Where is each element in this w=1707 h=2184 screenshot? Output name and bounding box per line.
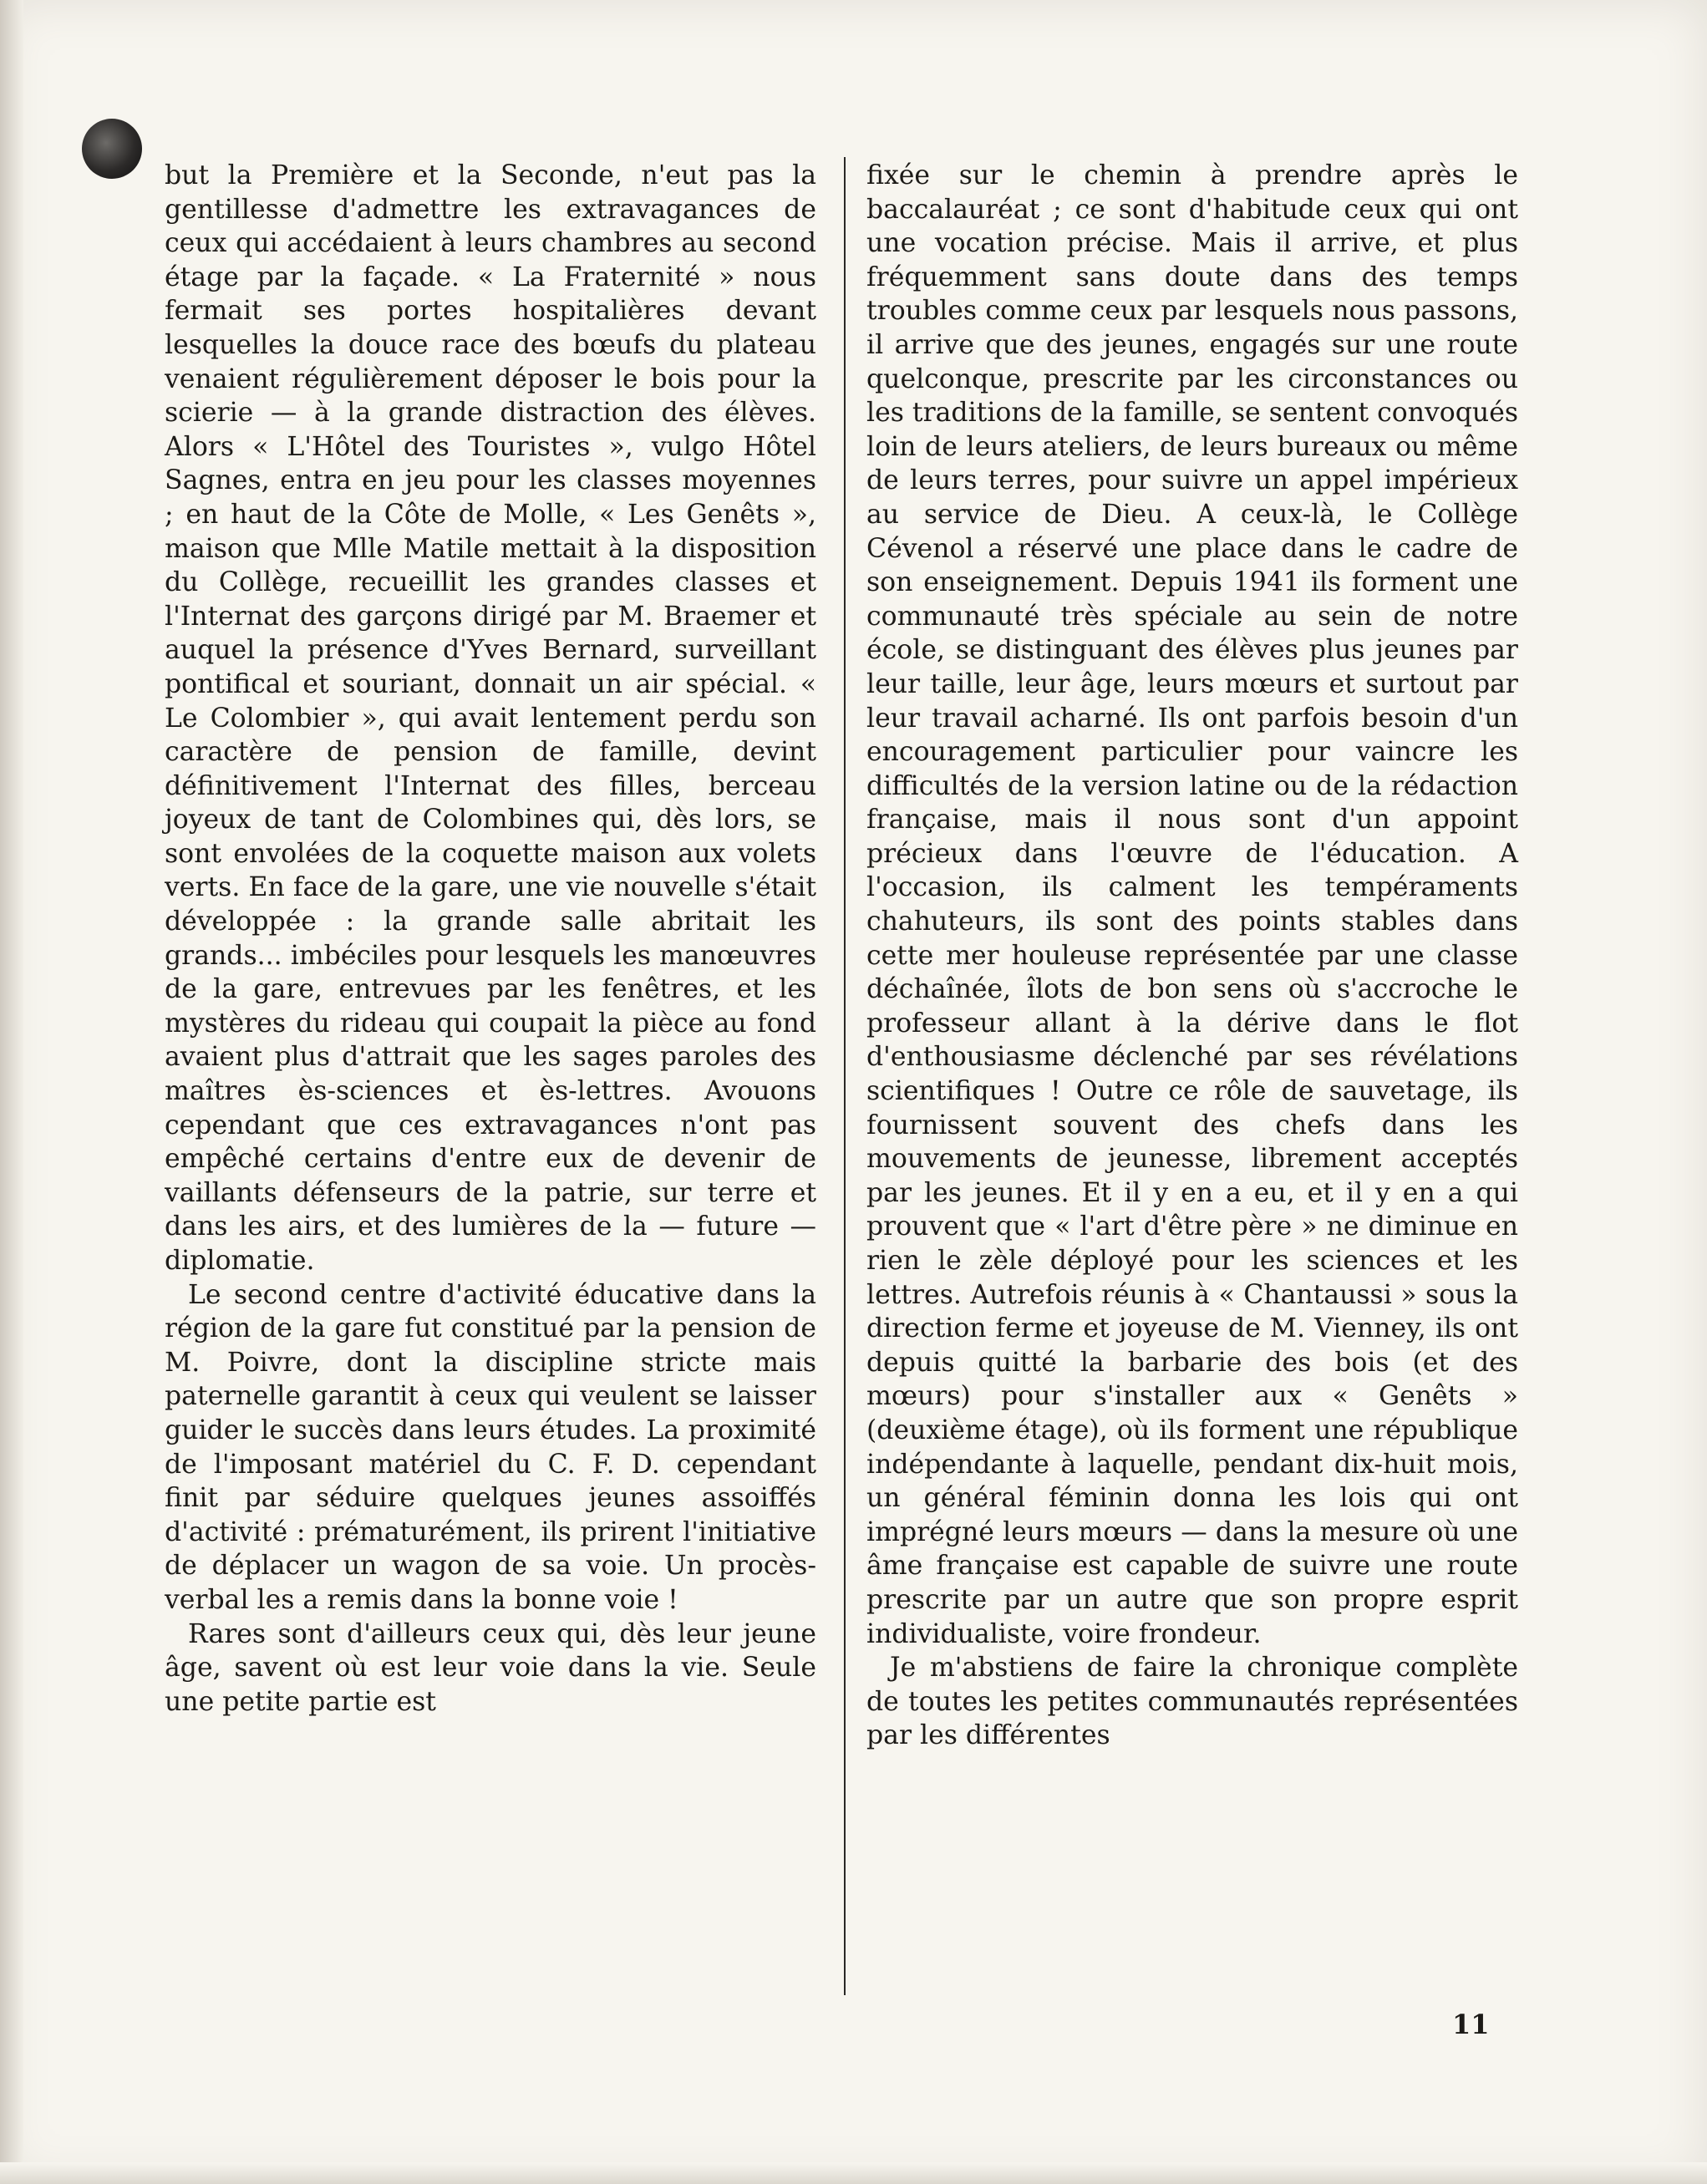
right-paragraph-1: fixée sur le chemin à prendre après le baccalauréat ; ce sont d'habitude ceux qui ont une vocation précise. Mais il arrive, et plus fréquemment sans doute dans des temps troubles comme ceux par lesquels nous passons, il arrive que des jeunes, engagés sur une route quelconque, prescrite par les circonstances ou les traditions de la famille, se sentent convoqués loin de leurs ateliers, de leurs bureaux ou même de leurs terres, pour suivre un appel impérieux au service de Dieu. A ceux-là, le Collège Cévenol a réservé une place dans le cadre de son enseignement. Depuis 1941 ils forment une communauté très spéciale au sein de notre école, se distinguant des élèves plus jeunes par leur taille, leur âge, leurs mœurs et surtout par leur travail acharné. Ils ont parfois besoin d'un encouragement particulier pour vaincre les difficultés de la version latine ou de la rédaction française, mais il nous sont d'un appoint précieux dans l'œuvre de l'éducation. A l'occasion, ils calment les tempéraments chahuteurs, ils sont des points stables dans cette mer houleuse représentée par une classe déchaînée, îlots de bon sens où s'accroche le professeur allant à la dérive dans le flot d'enthousiasme déclenché par ses révélations scientifiques ! Outre ce rôle de sauvetage, ils fournissent souvent des chefs dans les mouvements de jeunesse, librement acceptés par les jeunes. Et il y en a eu, et il y en a qui prouvent que « l'art d'être père » ne diminue en rien le zèle déployé pour les sciences et les lettres. Autrefois réunis à « Chantaussi » sous la direction ferme et joyeuse de M. Vienney, ils ont depuis quitté la barbarie des bois (et des mœurs) pour s'installer aux « Genêts » (deuxième étage), où ils forment une république indépendante à laquelle, pendant dix-huit mois, un général féminin donna les lois qui ont imprégné leurs mœurs — dans la mesure où une âme française est capable de suivre une route prescrite par un autre que son propre esprit individualiste, voire frondeur.: [866, 160, 1518, 1649]
left-paragraph-2: Le second centre d'activité éducative dans la région de la gare fut constitué par la pension de M. Poivre, dont la discipline stricte mais paternelle garantit à ceux qui veulent se laisser guider le succès dans leurs études. La proximité de l'imposant matériel du C. F. D. cependant finit par séduire quelques jeunes assoiffés d'activité : prématurément, ils prirent l'initiative de déplacer un wagon de sa voie. Un procès-verbal les a remis dans la bonne voie !: [165, 1279, 816, 1615]
page-bottom-edge-shadow: [0, 2162, 1707, 2184]
page-number: 11: [1452, 2009, 1490, 2040]
left-paragraph-1: but la Première et la Seconde, n'eut pas la gentillesse d'admettre les extravagances de ceux qui accédaient à leurs chambres au second étage par la façade. « La Fraternité » nous fermait ses portes hospitalières devant lesquelles la douce race des bœufs du plateau venaient régulièrement déposer le bois pour la scierie — à la grande distraction des élèves. Alors « L'Hôtel des Touristes », vulgo Hôtel Sagnes, entra en jeu pour les classes moyennes ; en haut de la Côte de Molle, « Les Genêts », maison que Mlle Matile mettait à la disposition du Collège, recueillit les grandes classes et l'Internat des garçons dirigé par M. Braemer et auquel la présence d'Yves Bernard, surveillant pontifical et souriant, donnait un air spécial. « Le Colombier », qui avait lentement perdu son caractère de pension de famille, devint définitivement l'Internat des filles, berceau joyeux de tant de Colombines qui, dès lors, se sont envolées de la coquette maison aux volets verts. En face de la gare, une vie nouvelle s'était développée : la grande salle abritait les grands... imbéciles pour lesquels les manœuvres de la gare, entrevues par les fenêtres, et les mystères du rideau qui coupait la pièce au fond avaient plus d'attrait que les sages paroles des maîtres ès-sciences et ès-lettres. Avouons cependant que ces extravagances n'ont pas empêché certains d'entre eux de devenir de vaillants défenseurs de la patrie, sur terre et dans les airs, et des lumières de la — future — diplomatie.: [165, 160, 816, 1276]
right-paragraph-2: Je m'abstiens de faire la chronique complète de toutes les petites communautés représentées par les différentes: [866, 1653, 1518, 1751]
left-paragraph-3: Rares sont d'ailleurs ceux qui, dès leur jeune âge, savent où est leur voie dans la vie. Seule une petite partie est: [165, 1618, 816, 1717]
left-text-column: [165, 159, 816, 1719]
right-text-column: [866, 159, 1518, 1753]
page-left-edge-shadow: [0, 0, 23, 2184]
column-divider-rule: [844, 157, 846, 1995]
binder-punch-hole-icon: [82, 119, 142, 179]
